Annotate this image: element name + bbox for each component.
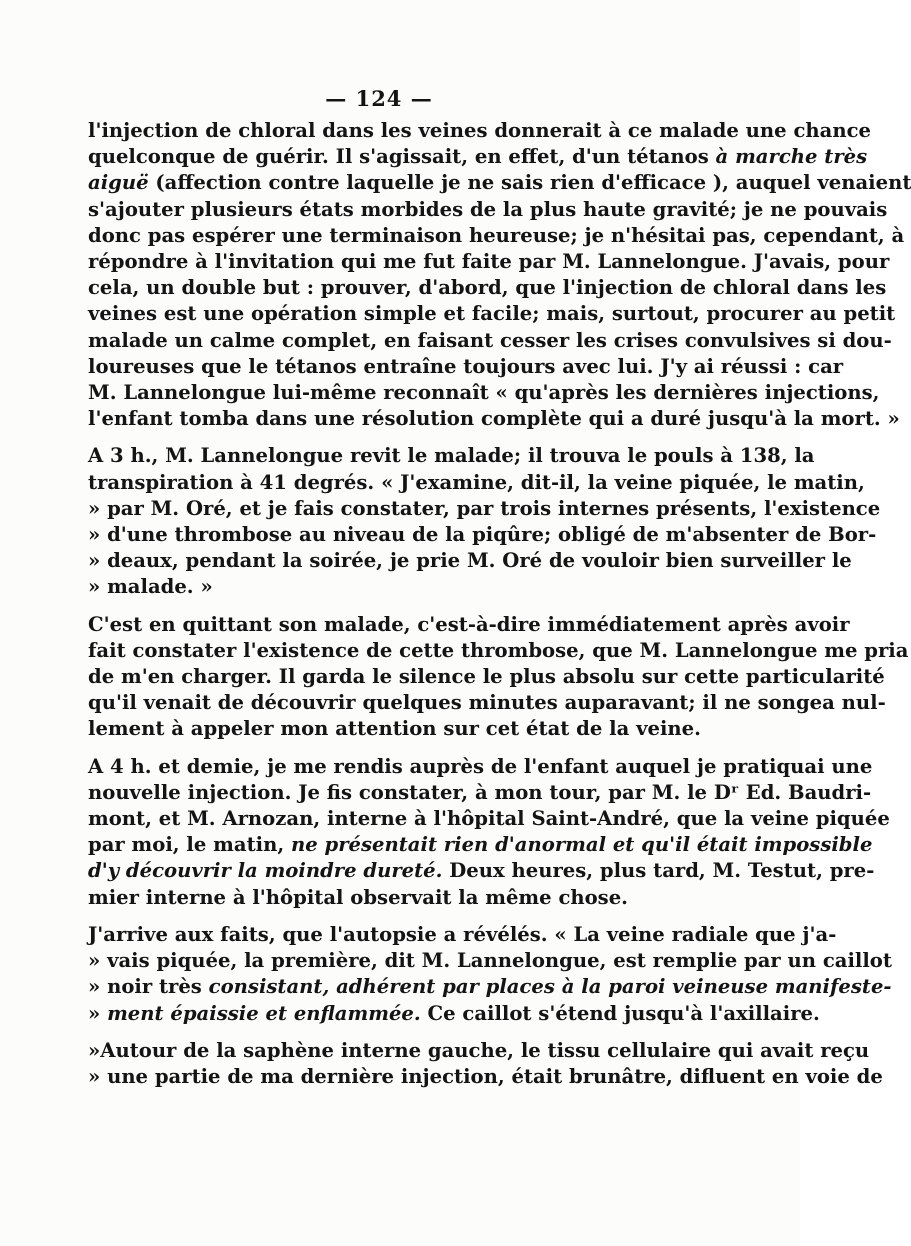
text-line: [88, 1001, 820, 1027]
text-run: quelconque de guérir. Il s'agissait, en effet, d'un tétanos: [88, 145, 716, 169]
text-line: [88, 922, 837, 948]
text-run: fait constater l'existence de cette thrombose, que M. Lannelongue me pria: [88, 638, 909, 662]
text-line: [88, 612, 850, 638]
text-run: lement à appeler mon attention sur cet état de la veine.: [88, 717, 701, 741]
text-run: d'y découvrir la moindre dureté.: [88, 859, 443, 883]
text-line: [88, 328, 892, 354]
text-run: mier interne à l'hôpital observait la même chose.: [88, 885, 629, 909]
text-line: [88, 249, 890, 275]
text-line: [88, 948, 892, 974]
text-run: l'enfant tomba dans une résolution complète qui a duré jusqu'à la mort. »: [88, 407, 900, 431]
paragraph: [88, 443, 881, 600]
text-line: [88, 522, 877, 548]
text-line: [88, 690, 886, 716]
text-line: [88, 885, 700, 911]
text-run: l'injection de chloral dans les veines donnerait à ce malade une chance: [88, 119, 871, 142]
text-line: [88, 354, 844, 380]
page-number: — 124 —: [325, 86, 433, 111]
text-run: cela, un double but : prouver, d'abord, que l'injection de chloral dans les: [88, 276, 887, 300]
paragraph: [88, 612, 909, 743]
text-run: » une partie de ma dernière injection, était brunâtre, difluent en voie de: [88, 1064, 883, 1088]
text-line: [88, 301, 896, 327]
text-run: à marche très: [715, 145, 868, 169]
text-run: » deaux, pendant la soirée, je prie M. Oré de vouloir bien surveiller le: [88, 549, 852, 573]
text-line: [88, 548, 852, 574]
text-run: Ce caillot s'étend jusqu'à l'axillaire.: [420, 1001, 820, 1025]
text-run: loureuses que le tétanos entraîne toujours avec lui. J'y ai réussi : car: [88, 354, 844, 378]
text-run: s'ajouter plusieurs états morbides de la plus haute gravité; je ne pouvais: [88, 197, 888, 221]
text-line: [88, 638, 909, 664]
text-run: » noir très: [88, 975, 209, 999]
text-line: [88, 832, 873, 858]
text-line: [88, 754, 873, 780]
text-run: » par M. Oré, et je fais constater, par trois internes présents, l'existence: [88, 496, 881, 520]
text-run: (affection contre laquelle je ne sais rien d'efficace ), auquel venaient: [148, 171, 911, 195]
paragraph: [88, 1038, 883, 1090]
text-run: »: [88, 1001, 108, 1025]
text-run: veines est une opération simple et facile; mais, surtout, procurer au petit: [88, 302, 896, 326]
text-line: [88, 664, 885, 690]
text-line: [88, 716, 700, 742]
text-line: [88, 197, 888, 223]
text-run: J'arrive aux faits, que l'autopsie a révélés. « La veine radiale que j'a-: [88, 922, 837, 946]
text-run: par moi, le matin,: [88, 833, 291, 857]
text-run: »Autour de la saphène interne gauche, le tissu cellulaire qui avait reçu: [88, 1038, 870, 1062]
text-run: C'est en quittant son malade, c'est-à-dire immédiatement après avoir: [88, 612, 850, 636]
text-line: [88, 406, 900, 432]
text-line: [88, 380, 880, 406]
text-run: aiguë: [88, 171, 149, 195]
text-run: nouvelle injection. Je fis constater, à mon tour, par M. le Dʳ Ed. Baudri-: [88, 780, 872, 804]
text-run: » d'une thrombose au niveau de la piqûre; obligé de m'absenter de Bor-: [88, 523, 877, 547]
text-run: consistant, adhérent par places à la paroi veineuse manifeste-: [208, 975, 892, 999]
text-line: [88, 806, 890, 832]
body-text: [88, 118, 911, 1090]
text-line: [88, 1064, 883, 1090]
text-run: qu'il venait de découvrir quelques minutes auparavant; il ne songea nul-: [88, 691, 886, 715]
text-run: malade un calme complet, en faisant cesser les crises convulsives si dou-: [88, 328, 892, 352]
text-line: [88, 275, 887, 301]
text-line: [88, 118, 871, 144]
text-run: transpiration à 41 degrés. « J'examine, dit-il, la veine piquée, le matin,: [88, 470, 865, 494]
text-run: ne présentait rien d'anormal et qu'il était impossible: [290, 833, 873, 857]
text-line: [88, 144, 868, 170]
text-line: [88, 1038, 870, 1064]
text-run: de m'en charger. Il garda le silence le plus absolu sur cette particularité: [88, 665, 885, 689]
paragraph: [88, 118, 911, 432]
text-line: [88, 780, 872, 806]
text-run: mont, et M. Arnozan, interne à l'hôpital Saint-André, que la veine piquée: [88, 807, 890, 831]
text-line: [88, 574, 700, 600]
text-run: » malade. »: [88, 575, 213, 599]
text-line: [88, 443, 815, 469]
paragraph: [88, 754, 890, 911]
text-line: [88, 223, 905, 249]
text-line: [88, 496, 881, 522]
text-run: A 3 h., M. Lannelongue revit le malade; il trouva le pouls à 138, la: [88, 444, 815, 468]
paragraph: [88, 922, 892, 1027]
text-run: donc pas espérer une terminaison heureuse; je n'hésitai pas, cependant, à: [88, 223, 905, 247]
text-run: répondre à l'invitation qui me fut faite par M. Lannelongue. J'avais, pour: [88, 250, 890, 274]
text-run: » vais piquée, la première, dit M. Lannelongue, est remplie par un caillot: [88, 949, 892, 973]
text-line: [88, 170, 911, 196]
text-run: ment épaissie et enflammée.: [107, 1001, 421, 1025]
text-run: Deux heures, plus tard, M. Testut, pre-: [442, 859, 875, 883]
text-line: [88, 858, 875, 884]
text-run: A 4 h. et demie, je me rendis auprès de l'enfant auquel je pratiquai une: [88, 754, 873, 778]
text-line: [88, 470, 865, 496]
text-line: [88, 974, 892, 1000]
text-run: M. Lannelongue lui-même reconnaît « qu'après les dernières injections,: [88, 381, 880, 405]
